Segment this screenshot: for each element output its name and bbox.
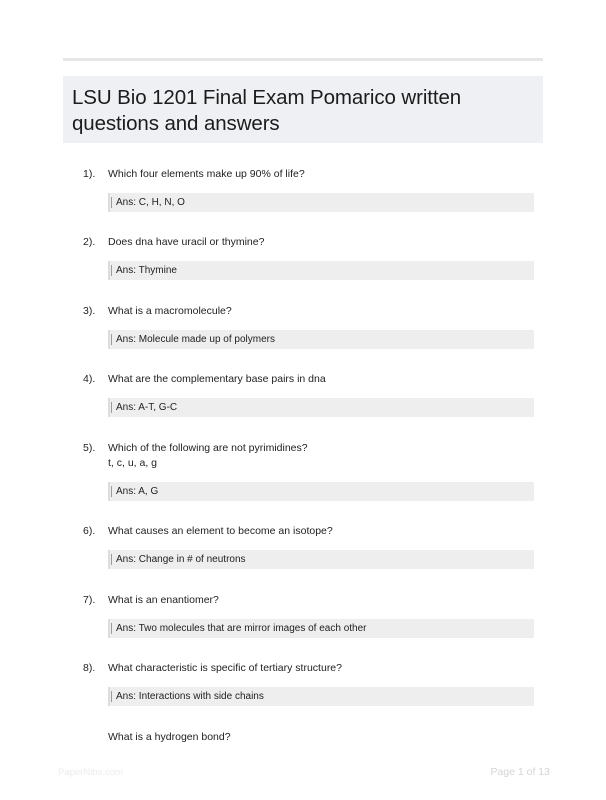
title-banner [63, 76, 543, 143]
document-title: LSU Bio 1201 Final Exam Pomarico written questions and answers [72, 86, 462, 135]
question-number: 8). [83, 662, 96, 674]
question-text: What is a hydrogen bond? [108, 731, 231, 743]
answer-marker [111, 554, 112, 565]
answer-box: Ans: Thymine [108, 261, 534, 280]
question-text: Which four elements make up 90% of life? [108, 168, 305, 180]
question-text: What causes an element to become an isotope? [108, 525, 333, 537]
answer-marker [111, 334, 112, 345]
answer-marker [111, 623, 112, 634]
question-text: What is an enantiomer? [108, 594, 219, 606]
answer-box: Ans: Interactions with side chains [108, 687, 534, 706]
question-text: What characteristic is specific of tertiary structure? [108, 662, 342, 674]
question-number: 4). [83, 373, 96, 385]
question-number: 6). [83, 525, 96, 537]
question-number: 7). [83, 594, 96, 606]
question-number: 2). [83, 236, 96, 248]
page-indicator: Page 1 of 13 [490, 766, 550, 778]
answer-box: Ans: Change in # of neutrons [108, 550, 534, 569]
question-text: What is a macromolecule? [108, 305, 232, 317]
question-text: What are the complementary base pairs in dna [108, 373, 326, 385]
answer-box: Ans: A, G [108, 482, 534, 501]
footer-watermark: PaperNibs.com [58, 767, 123, 778]
question-text: Does dna have uracil or thymine? [108, 236, 265, 248]
answer-box: Ans: Molecule made up of polymers [108, 330, 534, 349]
answer-box: Ans: Two molecules that are mirror images of each other [108, 619, 534, 638]
answer-marker [111, 486, 112, 497]
answer-marker [111, 402, 112, 413]
answer-marker [111, 197, 112, 208]
question-number: 5). [83, 442, 96, 454]
answer-box: Ans: C, H, N, O [108, 193, 534, 212]
header-rule [63, 58, 543, 61]
question-number: 3). [83, 305, 96, 317]
question-text: Which of the following are not pyrimidines? t, c, u, a, g [108, 442, 308, 469]
answer-box: Ans: A-T, G-C [108, 398, 534, 417]
question-number: 1). [83, 168, 96, 180]
answer-marker [111, 265, 112, 276]
answer-marker [111, 691, 112, 702]
